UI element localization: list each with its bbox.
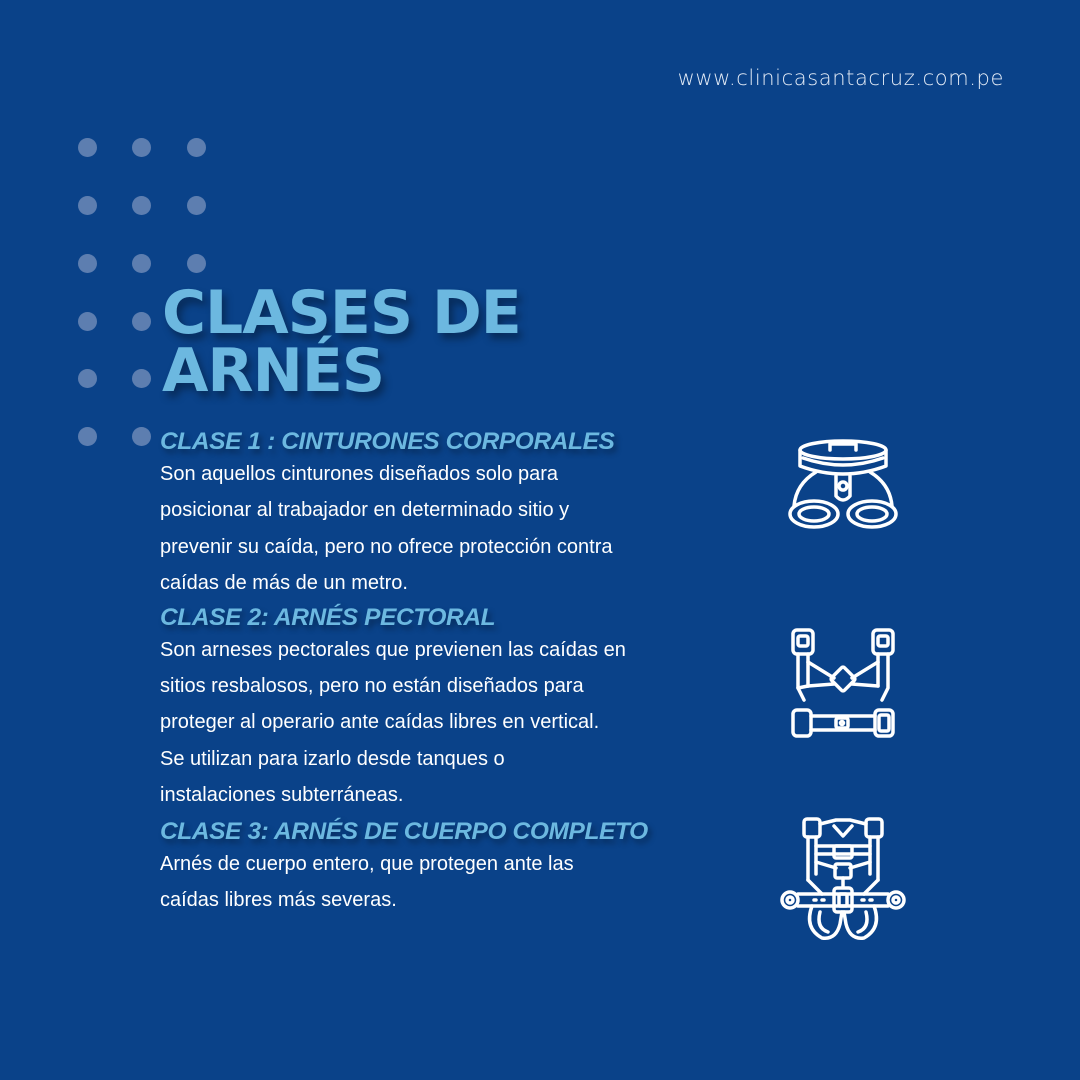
waist-belt-harness-icon [786,436,900,534]
decor-dot [187,254,206,273]
class-1-title: CLASE 1 : CINTURONES CORPORALES [160,428,615,455]
class-2-line: proteger al operario ante caídas libres en vertical. [160,711,600,734]
decor-dot [78,196,97,215]
class-3-title: CLASE 3: ARNÉS DE CUERPO COMPLETO [160,817,648,845]
class-2-line: sitios resbalosos, pero no están diseñados para [160,675,584,698]
class-2-section [160,602,680,814]
class-3-section [160,816,680,919]
decor-dot [78,254,97,273]
page-title-line-2: ARNÉS [162,336,385,406]
page-title-line-1: CLASES DE [162,278,521,348]
class-1-line: caídas de más de un metro. [160,572,408,595]
decor-dot [78,312,97,331]
class-1-section [160,426,680,602]
decor-dot [78,427,97,446]
class-1-line: posicionar al trabajador en determinado sitio y [160,499,570,522]
decor-dot [132,254,151,273]
page-title [162,278,521,406]
full-body-harness-icon [778,816,908,944]
chest-harness-icon [790,626,896,740]
decor-dot [132,427,151,446]
decor-dot [132,312,151,331]
decor-dot [78,138,97,157]
harness-classes-list [160,426,680,918]
decor-dot [132,138,151,157]
decor-dot [187,196,206,215]
class-2-title: CLASE 2: ARNÉS PECTORAL [160,603,496,631]
website-url[interactable]: www.clinicasantacruz.com.pe [677,66,1004,90]
class-3-line: Arnés de cuerpo entero, que protegen ante las [160,852,574,875]
decor-dot [132,369,151,388]
class-2-line: Son arneses pectorales que previenen las caídas en [160,638,626,661]
decor-dot [187,138,206,157]
class-2-line: Se utilizan para izarlo desde tanques o [160,747,505,770]
class-1-description [160,456,680,602]
decor-dot [78,369,97,388]
class-1-line: Son aquellos cinturones diseñados solo para [160,463,559,485]
decor-dot [132,196,151,215]
class-2-description [160,632,680,814]
class-1-line: prevenir su caída, pero no ofrece protección contra [160,535,613,558]
class-2-line: instalaciones subterráneas. [160,784,404,807]
class-3-description [160,846,680,919]
class-3-line: caídas libres más severas. [160,889,397,912]
